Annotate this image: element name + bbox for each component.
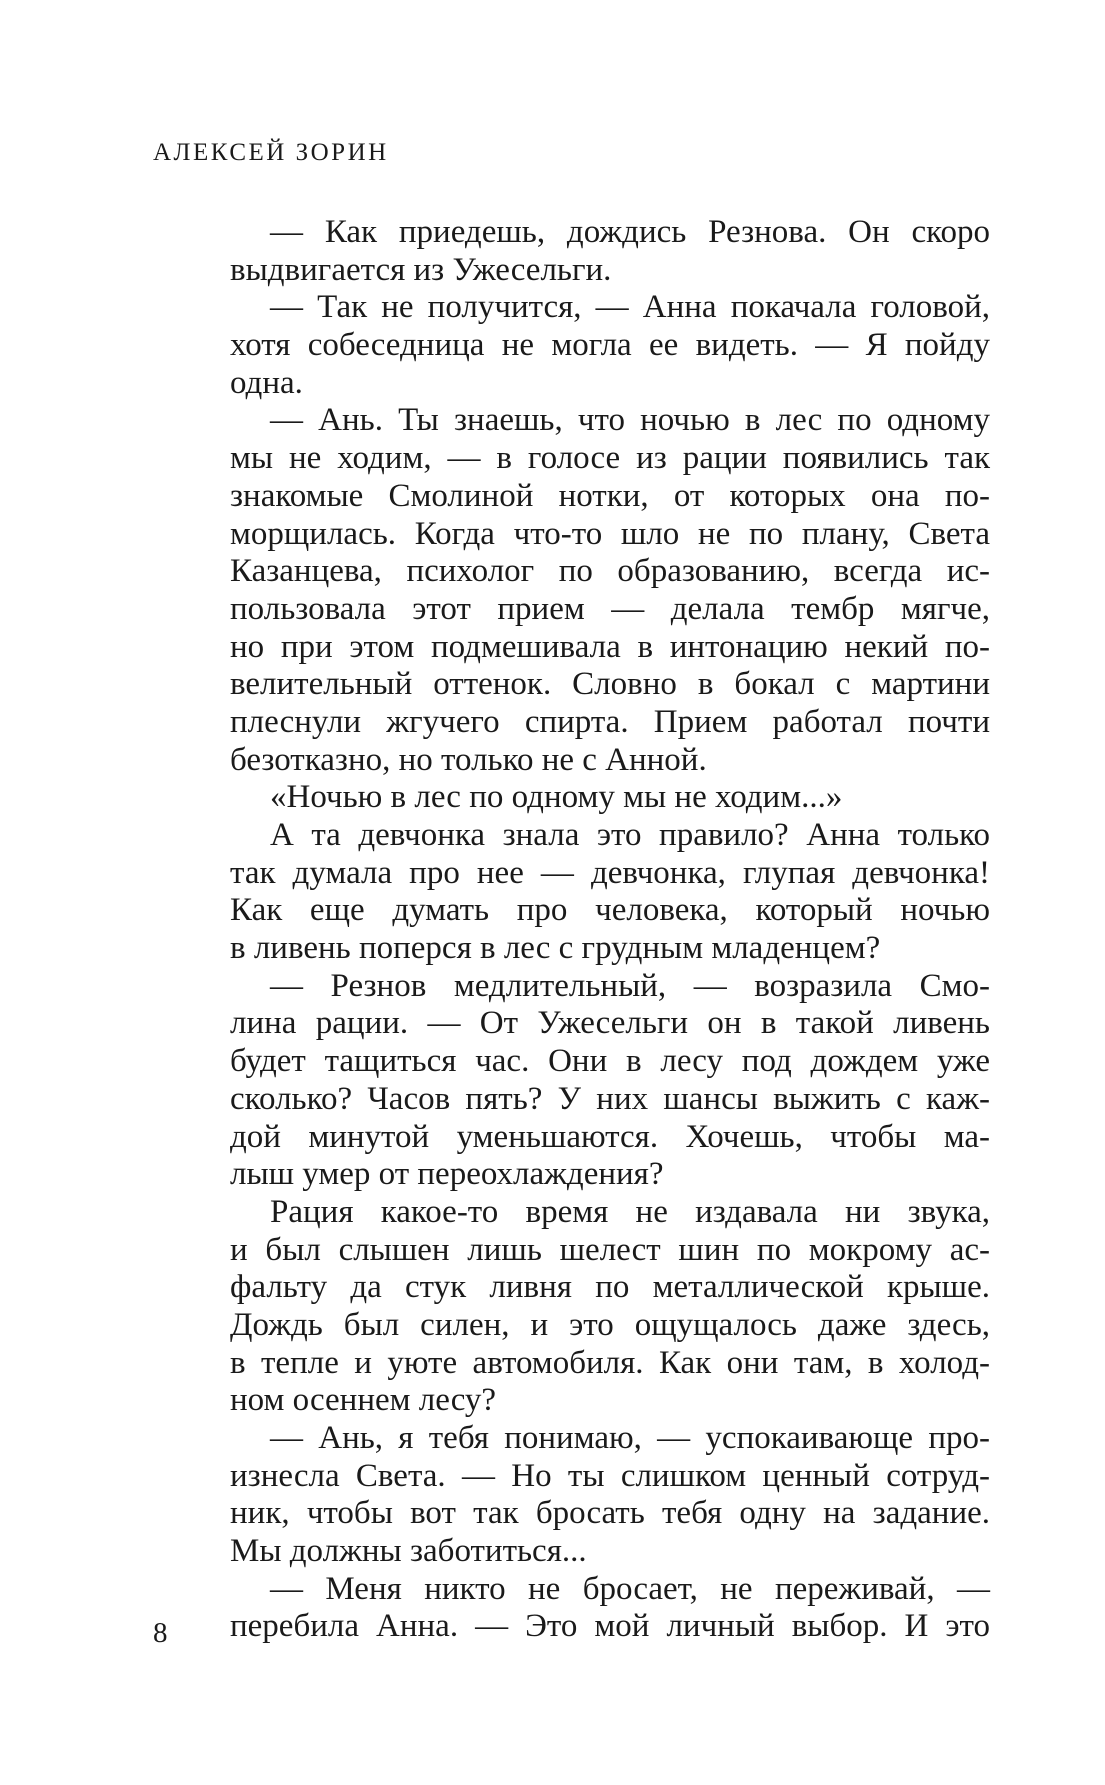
text-line: — Меня никто не бросает, не переживай, — [270, 1570, 990, 1607]
text-line: одна. [230, 364, 303, 401]
text-line: фальту да стук ливня по металлической крыше. [230, 1269, 990, 1306]
text-line: — Резнов медлительный, — возразила Смо- [270, 967, 990, 1004]
text-line: перебила Анна. — Это мой личный выбор. И это [230, 1608, 990, 1645]
text-line: так думала про нее — девчонка, глупая девчонка! [230, 854, 990, 891]
text-line: Казанцева, психолог по образованию, всегда ис- [230, 553, 990, 590]
text-line: будет тащиться час. Они в лесу под дождем уже [230, 1043, 990, 1080]
body-text [230, 214, 990, 1646]
text-line: — Как приедешь, дождись Резнова. Он скоро [270, 214, 990, 250]
text-line: Дождь был силен, и это ощущалось даже здесь, [230, 1306, 990, 1343]
text-line: — Ань, я тебя понимаю, — успокаивающе про- [270, 1420, 990, 1456]
text-line: Рация какое-то время не издавала ни звука, [270, 1193, 990, 1230]
text-line: — Ань. Ты знаешь, что ночью в лес по одному [270, 402, 990, 439]
text-line: и был слышен лишь шелест шин по мокрому ас- [230, 1231, 990, 1268]
text-line: в тепле и уюте автомобиля. Как они там, в холод- [230, 1344, 990, 1381]
text-line: выдвигается из Ужесельги. [230, 251, 612, 288]
running-header-author: АЛЕКСЕЙ ЗОРИН [153, 139, 389, 166]
text-line: А та девчонка знала это правило? Анна только [270, 817, 990, 853]
text-line: Как еще думать про человека, который ночью [230, 892, 990, 929]
text-line: но при этом подмешивала в интонацию некий по- [230, 628, 990, 665]
text-line: велительный оттенок. Словно в бокал с мартини [230, 666, 990, 703]
text-line: «Ночью в лес по одному мы не ходим...» [270, 779, 843, 816]
text-line: сколько? Часов пять? У них шансы выжить с каж- [230, 1080, 990, 1117]
text-line: в ливень поперся в лес с грудным младенцем? [230, 930, 881, 967]
text-line: ном осеннем лесу? [230, 1382, 497, 1419]
page-number: 8 [153, 1617, 168, 1649]
text-line: мы не ходим, — в голосе из рации появились так [230, 440, 990, 477]
text-line: лыш умер от переохлаждения? [230, 1156, 664, 1193]
text-line: пользовала этот прием — делала тембр мягче, [230, 590, 990, 627]
text-line: плеснули жгучего спирта. Прием работал почти [230, 703, 990, 740]
text-line: Мы должны заботиться... [230, 1533, 587, 1570]
text-line: ник, чтобы вот так бросать тебя одну на задание. [230, 1495, 990, 1532]
text-line: безотказно, но только не с Анной. [230, 741, 707, 778]
text-line: изнесла Света. — Но ты слишком ценный сотруд- [230, 1457, 990, 1494]
text-line: лина рации. — От Ужесельги он в такой ливень [230, 1005, 990, 1042]
text-line: дой минутой уменьшаются. Хочешь, чтобы ма- [230, 1118, 990, 1155]
text-line: знакомые Смолиной нотки, от которых она по- [230, 477, 990, 514]
text-line: хотя собеседница не могла ее видеть. — Я пойду [230, 327, 990, 364]
text-line: — Так не получится, — Анна покачала головой, [270, 289, 990, 326]
text-line: морщилась. Когда что-то шло не по плану, Света [230, 515, 990, 552]
